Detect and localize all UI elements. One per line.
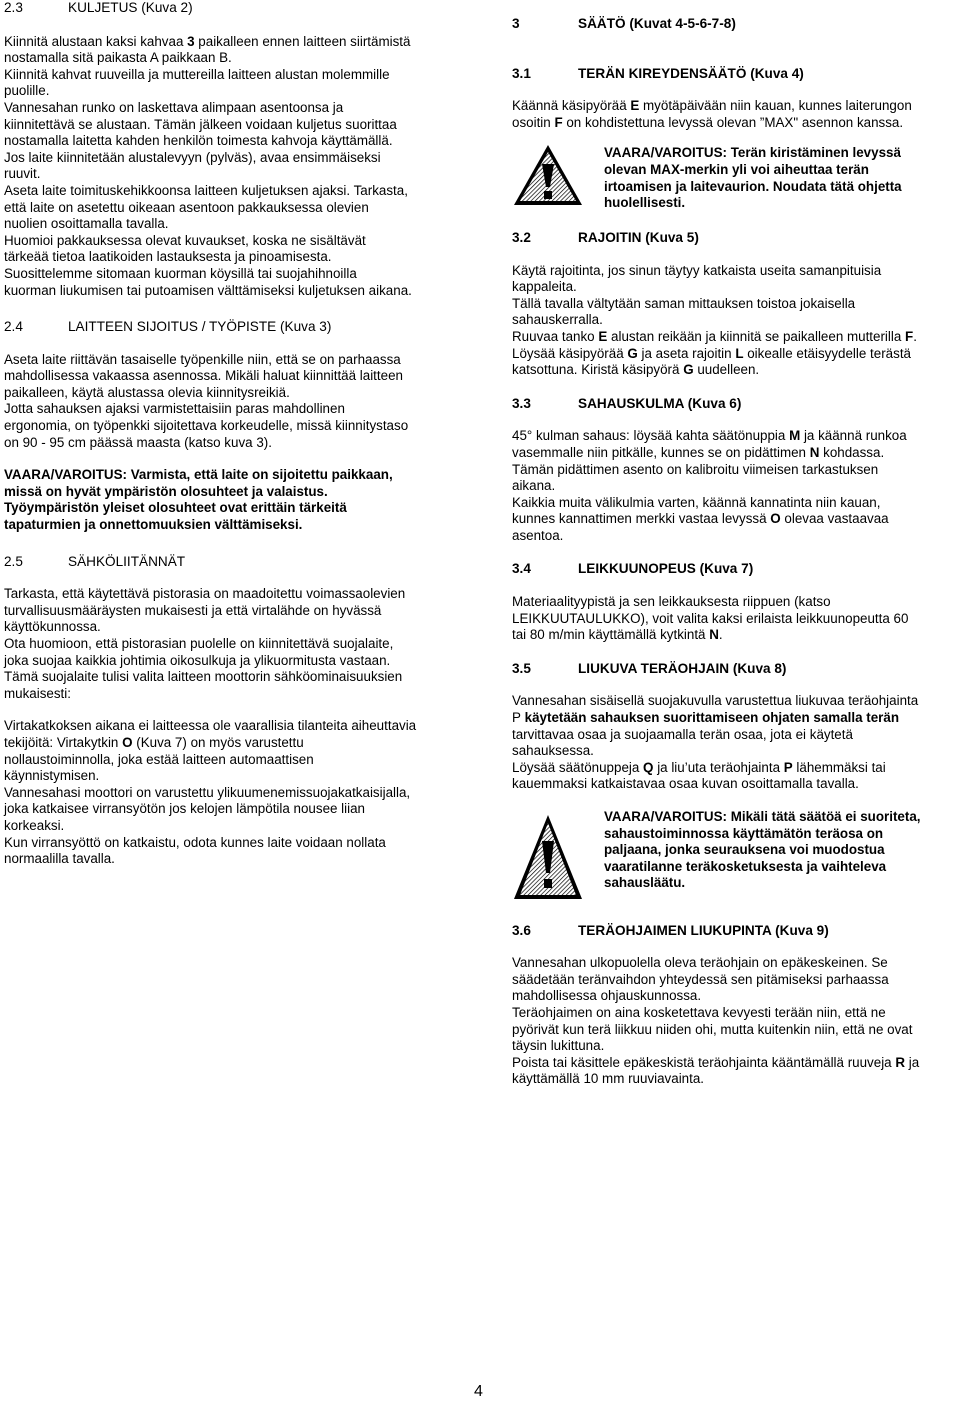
text-line [4,851,452,868]
text-run: kunnes kannattimen merkki vastaa levyssä [512,511,771,527]
section-3-2-body [512,263,957,379]
text-run: asentoa. [512,527,564,543]
section-2-5-body-b [4,718,452,867]
section-3-3-body [512,428,957,544]
text-run: kappaleita. [512,279,577,295]
text-run: LEIKKUUTAULUKKO), voit valita kaksi erilaista leikkuunopeutta 60 [512,610,909,626]
text-line [512,1055,957,1072]
text-line [512,611,957,628]
text-run: olevaa vastaavaa [780,511,889,527]
bold-reference: E [630,98,640,114]
text-line [4,216,452,233]
text-line [512,462,957,479]
section-title: LIUKUVA TERÄOHJAIN (Kuva 8) [578,660,787,676]
text-line: Tarkasta, että käytettävä pistorasia on maadoitettu voimassaolevien [4,586,406,602]
bold-reference: käytetään sahauksen suorittamiseen ohjaten samalla terän [520,710,900,726]
text-run: käyttämällä 10 mm ruuviavainta. [512,1071,705,1087]
text-run: ja käännä runkoa [800,428,907,444]
text-line [512,98,957,115]
text-line [4,785,452,802]
text-line [512,594,957,611]
text-line: käyttökunnossa. [4,619,101,635]
text-line: tapaturmien ja onnettomuuksien välttämiseksi. [4,517,303,533]
text-run: nostamalla laitetta kahden henkilön toimesta kahvoja käyttämällä. [4,133,393,149]
bold-reference: Q [643,759,654,775]
bold-reference: M [789,428,801,444]
text-line [512,1038,957,1055]
text-run: että laite on asetettu oikeaan asentoon pakkauksessa olevien [4,199,369,215]
warning-triangle-icon [512,809,604,906]
text-run: Suosittelemme sitomaan kuorman köysillä tai suojahihnoilla [4,265,357,281]
bold-reference: L [735,345,744,361]
text-line [512,972,957,989]
text-run: Vannesahan runko on laskettava alimpaan asentoonsa ja [4,99,344,115]
text-line [4,801,452,818]
section-number: 3.4 [512,561,531,577]
text-run: . [913,328,917,344]
text-run: alustan reikään ja kiinnitä se paikalleen mutterilla [607,328,906,344]
section-3-6-heading [512,923,957,940]
section-3-1-heading [512,66,957,83]
text-line [4,735,452,752]
warning-box-3-1 [512,145,957,212]
text-run: Kaikkia muita välikulmia varten, käännä kannatinta niin kauan, [512,494,881,510]
text-line: VAARA/VAROITUS: Terän kiristäminen levyssä [604,145,901,161]
text-run: Aseta laite toimituskehikkoonsa laitteen kuljetuksen ajaksi. Tarkasta, [4,182,408,198]
text-line: joka suojaa kaikkia johtimia oikosulkuja ja ylikuormitusta vastaan. [4,652,391,668]
text-line [512,710,957,727]
text-line: ergonomia, on työpenkki sijoitettava korkeudelle, missä kiinnitystaso [4,418,409,434]
section-title: SÄHKÖLIITÄNNÄT [68,553,186,569]
text-run: pyörivät kun terä liikkuu niiden ohi, mutta kuitenkin niin, että ne ovat [512,1021,913,1037]
text-run: ruuvit. [4,166,41,182]
text-run: katsottuna. Kiristä käsipyörä [512,362,684,378]
section-number: 3.5 [512,660,531,676]
bold-reference: G [683,362,694,378]
text-run: vasemmalle niin pitkälle, kunnes se on pidättimen [512,444,810,460]
text-run: Löysää säätönuppeja [512,759,644,775]
text-line [4,67,452,84]
section-3-5-body [512,693,957,793]
text-line [512,776,957,793]
text-line: huolellisesti. [604,195,686,211]
text-line [512,296,957,313]
section-title: LAITTEEN SIJOITUS / TYÖPISTE (Kuva 3) [68,319,332,335]
text-run: Jos laite kiinnitetään alustalevyyn (pylväs), avaa ensimmäiseksi [4,149,381,165]
text-run: tärkeää tietoa laatikoiden lastauksesta ja pinoamisesta. [4,249,332,265]
text-run: sahauksessa. [512,743,594,759]
text-line: Ota huomioon, että pistorasian puolelle on kiinnitettävä suojalaite, [4,636,394,651]
section-number: 2.5 [4,553,23,569]
bold-reference: 3 [187,33,195,49]
text-line [4,83,452,100]
text-line [512,760,957,777]
section-2-3-body [4,34,452,300]
section-title: TERÄN KIREYDENSÄÄTÖ (Kuva 4) [578,65,804,81]
text-line [512,428,957,445]
text-line: sahausläätu. [604,875,686,891]
section-2-4-body [4,352,452,452]
text-run: osoitin [512,114,555,130]
text-line [4,835,452,852]
text-run: ja liu’uta teräohjainta [653,759,784,775]
text-run: Käännä käsipyörää [512,98,631,114]
text-line: Aseta laite riittävän tasaiselle työpenkille niin, että se on parhaassa [4,351,401,367]
text-run: P [512,710,521,726]
text-line [4,283,452,300]
text-run: tarvittavaa osaa ja suojaamalla terän osaa, jota ei käytetä [512,726,853,742]
text-run: lähemmäksi tai [792,759,886,775]
text-run: Kiinnitä alustaan kaksi kahvaa [4,33,188,49]
text-run: aikana. [512,478,556,494]
text-line: mukaisesti: [4,685,71,701]
page-number: 4 [474,1383,483,1400]
warning-triangle-icon [512,145,604,212]
section-3-6-body [512,955,957,1088]
text-line: missä on hyvät ympäristön olosuhteet ja valaistus. [4,483,328,499]
text-run: on kohdistettuna levyssä olevan ”MAX" asennon kanssa. [562,114,904,130]
section-3-heading [512,16,957,33]
section-number: 2.3 [4,0,23,15]
text-run: Poista tai käsittele epäkeskistä teräohjainta kääntämällä ruuveja [512,1054,896,1070]
text-line [4,249,452,266]
text-line [512,495,957,512]
right-column [512,0,957,1088]
section-title: RAJOITIN (Kuva 5) [578,229,699,245]
bold-reference: F [905,328,914,344]
text-line [512,115,957,132]
text-run: käynnistymisen. [4,768,100,784]
warning-box-3-5 [512,809,957,906]
text-run: korkeaksi. [4,817,65,833]
section-3-1-body [512,98,957,131]
text-run: Ruuvaa tanko [512,328,599,344]
bold-reference: G [627,345,638,361]
text-line [512,727,957,744]
text-run: Löysää käsipyörää [512,345,628,361]
text-run: Vannesahasi moottori on varustettu ylikuumenemissuojakatkaisijalla, [4,784,411,800]
text-run: täysin lukittuna. [512,1038,605,1054]
left-column [4,0,452,868]
text-run: . [718,627,723,643]
text-line [512,478,957,495]
text-line: turvallisuusmääräysten mukaisesti ja että virtalähde on hyvässä [4,602,382,618]
text-run: paikalleen ennen laitteen siirtämistä [194,33,411,49]
bold-reference: N [809,444,820,460]
text-line [4,818,452,835]
text-line [4,34,452,51]
text-line: Jotta sahauksen ajaksi varmistettaisiin paras mahdollinen [4,401,345,417]
section-title: KULJETUS (Kuva 2) [68,0,193,15]
text-line [4,768,452,785]
text-run: myötäpäivään niin kauan, kunnes laiterungon [639,98,912,114]
section-3-4-heading [512,561,957,578]
text-line [4,200,452,217]
section-title: LEIKKUUNOPEUS (Kuva 7) [578,561,754,577]
section-number: 3.6 [512,922,531,938]
section-2-5-heading [4,554,452,571]
text-line [512,693,957,710]
text-run: nuolien osoittamalla tavalla. [4,216,169,232]
bold-reference: P [783,759,793,775]
text-line [4,150,452,167]
text-line [4,233,452,250]
text-line [512,988,957,1005]
text-line: paikalleen, käytä alustassa olevia kiinnitysreikiä. [4,384,290,400]
text-line: on 90 - 95 cm päässä maasta (katso kuva 3). [4,434,272,450]
warning-text [604,145,957,212]
text-run: ja aseta rajoitin [637,345,736,361]
text-line [512,445,957,462]
text-line [512,1071,957,1088]
text-line: vaaratilanne teräkosketuksesta ja vaihteleva [604,858,887,874]
text-run: sahauskerralla. [512,312,603,328]
text-run: Teräohjaimen on aina kosketettava kevyesti terään niin, että ne [512,1004,886,1020]
bold-reference: O [122,734,133,750]
text-run: normaalilla tavalla. [4,851,115,867]
text-run: Tällä tavalla vältytään saman mittauksen toistoa jokaisella [512,295,856,311]
text-line [512,528,957,545]
text-run: 45° kulman sahaus: löysää kahta säätönuppia [512,428,790,444]
section-3-2-heading [512,230,957,247]
text-run: joka katkaisee virransyötön jos kelojen lämpötila nousee liian [4,801,366,817]
section-2-4-heading [4,319,452,336]
text-run: nollaustoiminnolla, joka estää laitteen automaattisen [4,751,314,767]
text-run: oikealle etäisyydelle terästä [743,345,911,361]
text-line: paljaana, jonka seurauksena voi muodostua [604,842,885,858]
text-run: Vannesahan ulkopuolella oleva teräohjain on epäkeskeinen. Se [512,955,888,971]
text-line [512,329,957,346]
bold-reference: E [598,328,608,344]
section-title: SÄÄTÖ (Kuvat 4-5-6-7-8) [578,16,736,31]
text-run: kiinnitettävä se alustaan. Tämän jälkeen voidaan kuljetus suorittaa [4,116,397,132]
text-run: ja [905,1054,920,1070]
text-line [512,955,957,972]
text-line [512,511,957,528]
bold-reference: N [709,627,719,643]
text-line: olevan MAX-merkin yli voi aiheuttaa terän [604,161,869,177]
text-line [512,1022,957,1039]
text-line [512,312,957,329]
section-title: TERÄOHJAIMEN LIUKUPINTA (Kuva 9) [578,922,829,938]
text-line [4,50,452,67]
bold-reference: F [554,114,563,130]
section-number: 3.1 [512,65,531,81]
text-line [512,279,957,296]
text-line [4,718,452,735]
text-run: kauemmaksi katkaistavaa osaa kuvan osoittamalla tavalla. [512,776,859,792]
section-2-3-heading [4,0,452,17]
text-line: VAARA/VAROITUS: Mikäli tätä säätöä ei suoriteta, [604,809,921,824]
text-run: mahdollisessa ohjauskunnossa. [512,988,702,1004]
section-3-3-heading [512,396,957,413]
text-run: tekijöitä: Virtakytkin [4,734,123,750]
section-2-5-body-a [4,586,452,702]
bold-reference: R [895,1054,906,1070]
section-number: 3.2 [512,229,531,245]
text-run: Kun virransyöttö on katkaistu, odota kunnes laite voidaan nollata [4,834,386,850]
text-run: tai 80 m/min käyttämällä kytkintä [512,627,710,643]
text-line [512,1005,957,1022]
text-run: Käytä rajoitinta, jos sinun täytyy katkaista useita samanpituisia [512,262,882,278]
text-run: nostamalla sitä paikasta A paikkaan B. [4,50,232,66]
text-line: VAARA/VAROITUS: Varmista, että laite on sijoitettu paikkaan, [4,467,393,483]
section-3-4-body [512,594,957,644]
section-title: SAHAUSKULMA (Kuva 6) [578,395,742,411]
text-run: uudelleen. [693,362,760,378]
text-line [512,627,957,644]
text-line [4,266,452,283]
text-line [4,133,452,150]
section-3-5-heading [512,661,957,678]
text-run: Vannesahan sisäisellä suojakuvulla varustettua liukuvaa teräohjainta [512,693,919,709]
text-line [4,752,452,769]
bold-reference: O [770,511,781,527]
text-run: puolille. [4,83,50,99]
text-line [512,362,957,379]
section-2-4-warning [4,467,452,533]
text-run: säädetään teränvaihdon yhteydessä sen pitämiseksi parhaassa [512,971,889,987]
text-line [512,263,957,280]
section-number: 3 [512,16,520,31]
text-line [4,166,452,183]
text-line: mahdollisessa vakaassa asennossa. Mikäli haluat kiinnittää laitteen [4,368,403,384]
text-line [4,183,452,200]
text-run: Materiaalityypistä ja sen leikkauksesta riippuen (katso [512,594,831,610]
section-number: 2.4 [4,319,23,335]
text-line [512,743,957,760]
text-line: Työympäristön yleiset olosuhteet ovat erittäin tärkeitä [4,500,347,516]
text-line: sahaustoiminnossa käyttämätön teräosa on [604,825,884,841]
text-line [4,100,452,117]
text-line [4,117,452,134]
text-run: kohdassa. [819,444,885,460]
text-line: irtoamisen ja laitevaurion. Noudata tätä ohjetta [604,178,902,194]
text-run: Virtakatkoksen aikana ei laitteessa ole vaarallisia tilanteita aiheuttavia [4,718,417,734]
text-run: kuorman liukumisen tai putoamisen välttämiseksi kuljetuksen aikana. [4,282,412,298]
text-line: Tämä suojalaite tulisi valita laitteen moottorin sähköominaisuuksien [4,669,403,685]
text-line [512,346,957,363]
text-run: Huomioi pakkauksessa olevat kuvaukset, koska ne sisältävät [4,232,366,248]
warning-text [604,809,957,906]
text-run: (Kuva 7) on myös varustettu [132,734,304,750]
text-run: Kiinnitä kahvat ruuveilla ja muttereilla laitteen alustan molemmille [4,66,390,82]
text-run: Tämän pidättimen asento on kalibroitu viimeisen tarkastuksen [512,461,879,477]
section-number: 3.3 [512,395,531,411]
